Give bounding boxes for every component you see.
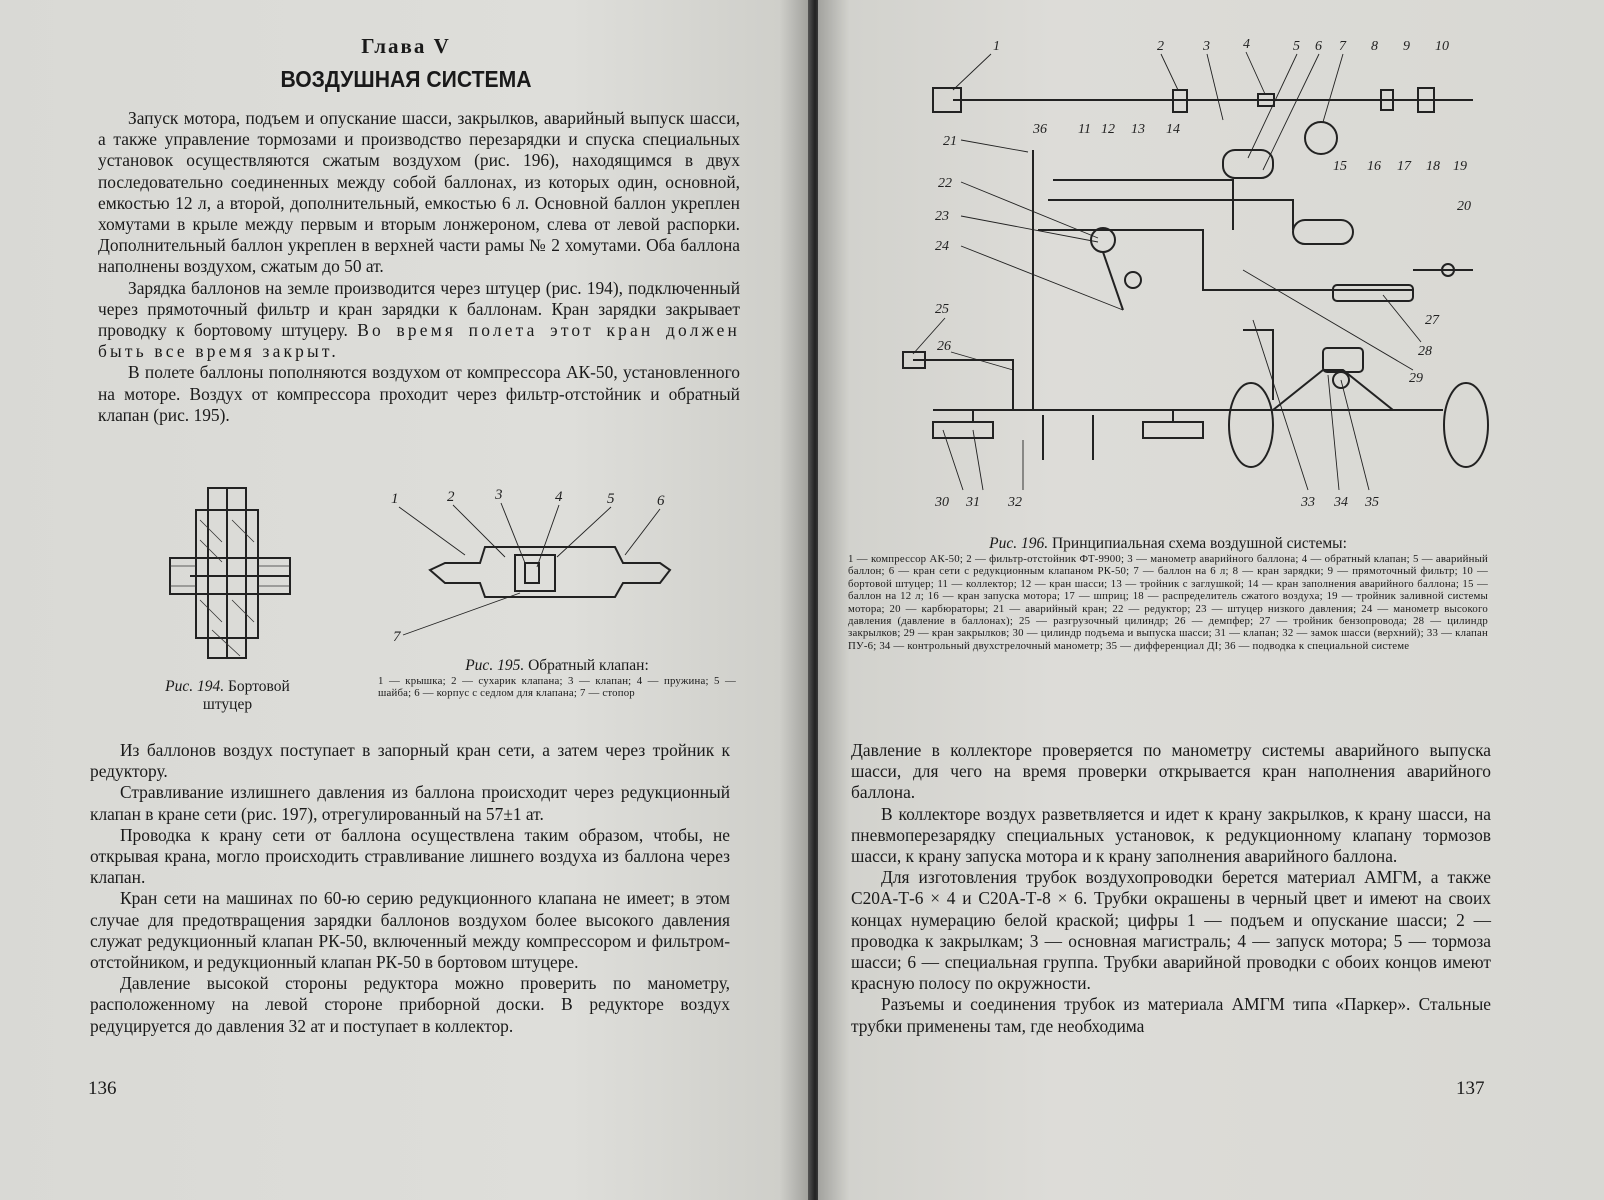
paragraph: Для изготовления трубок воздухопроводки берется материал АМГМ, а также С20А-Т-6 × 4 и С20А-Т-8 × 6. Трубки окрашены в черный цвет и имеют на своих концах нумерацию белой краской; цифры 1 — подъем и опускание шасси; 2 — проводка к закрылкам; 3 — основная магистраль; 4 — запуск мотора; 5 — тормоза шасси; 6 — специальная группа. Трубки аварийной проводки с обоих концов имеют красную полосу по окружности. xyxy=(851,867,1491,994)
fig195-caption-text: Обратный клапан: xyxy=(528,657,649,674)
fig194-caption-num: Рис. 194. xyxy=(165,678,225,695)
fig196-label-12: 12 xyxy=(1101,122,1115,137)
fig196-label-6: 6 xyxy=(1315,39,1322,54)
fig196-label-25: 25 xyxy=(935,302,949,317)
fig196-caption xyxy=(848,535,1488,652)
paragraph: Разъемы и соединения трубок из материала АМГМ типа «Паркер». Стальные трубки применены там, где необходима xyxy=(851,994,1491,1036)
fig196-label-3: 3 xyxy=(1203,39,1210,54)
fig196-label-10: 10 xyxy=(1435,39,1449,54)
paragraph: Запуск мотора, подъем и опускание шасси, закрылков, аварийный выпуск шасси, а также управление тормозами и производство перезарядки и спуска специальных установок осуществляются сжатым воздухом (рис. 196), находящимся в двух последовательно соединенных между собой баллонах, из которых один, основной, емкостью 12 л, а второй, дополнительный, емкостью 6 л. Основной баллон укреплен хомутами в крыле между первым и вторым лонжероном, слева от левой распорки. Дополнительный баллон укреплен в верхней части рамы № 2 хомутами. Оба баллона наполнены воздухом, сжатым до 50 ат. xyxy=(98,108,740,277)
paragraph: В коллекторе воздух разветвляется и идет к крану закрылков, к крану шасси, на пневмоперезарядку специальных установок, к редукционному клапану тормозов шасси, к крану запуска мотора и к крану заполнения аварийного баллона. xyxy=(851,803,1491,867)
fig195-label-3: 3 xyxy=(495,487,503,503)
fig196-legend: 1 — компрессор АК-50; 2 — фильтр-отстойник ФТ-9900; 3 — манометр аварийного баллона; 4 — обратный клапан; 5 — аварийный баллон; 6 — кран сети с редукционным клапаном РК-50; 7 — баллон на 6 л; 8 — кран зарядки; 9 — прямоточный фильтр; 10 — бортовой штуцер; 11 — коллектор; 12 — кран шасси; 13 — тройник с заглушкой; 14 — кран заполнения аварийного баллона; 15 — баллон на 12 л; 16 — кран запуска мотора; 17 — шприц; 18 — распределитель сжатого воздуха; 19 — тройник заливной системы мотора; 20 — карбюраторы; 21 — аварийный кран; 22 — редуктор; 23 — штуцер низкого давления; 24 — манометр высокого давления (давление в баллонах); 25 — разгрузочный цилиндр; 26 — демпфер; 27 — тройник бензопровода; 28 — цилиндр закрылков; 29 — кран закрылков; 30 — цилиндр подъема и выпуска шасси; 31 — клапан; 32 — замок шасси (верхний); 33 — клапан ПУ-6; 34 — контрольный двухстрелочный манометр; 35 — дифференциал ДI; 36 — подводка к специальной системе xyxy=(848,553,1488,652)
fig196-label-26: 26 xyxy=(937,339,951,354)
right-page xyxy=(818,0,1604,1200)
fig196-label-11: 11 xyxy=(1078,122,1091,137)
paragraph-text: Зарядка баллонов на земле производится через штуцер (рис. 194), подключенный через прямоточный фильтр и кран зарядки к баллонам. Кран зарядки закрывает проводку к бортовому штуцеру. xyxy=(98,277,740,341)
fig195-label-4: 4 xyxy=(555,489,563,505)
fig195-drawing xyxy=(385,485,685,655)
fig196-label-29: 29 xyxy=(1409,371,1423,386)
fig196-label-7: 7 xyxy=(1339,39,1346,54)
fig196-label-34: 34 xyxy=(1334,495,1348,510)
fig195-label-7: 7 xyxy=(393,629,401,645)
paragraph: Из баллонов воздух поступает в запорный кран сети, а затем через тройник к редуктору. xyxy=(90,740,730,782)
fig195-caption xyxy=(378,657,736,700)
fig196-label-18: 18 xyxy=(1426,159,1440,174)
fig196-label-31: 31 xyxy=(966,495,980,510)
fig194-drawing xyxy=(160,480,310,675)
paragraph: Давление в коллекторе проверяется по манометру системы аварийного выпуска шасси, для чего на время проверки открывается кран наполнения аварийного баллона. xyxy=(851,740,1491,803)
fig194-caption xyxy=(140,678,315,714)
fig195-caption-num: Рис. 195. xyxy=(465,657,525,674)
fig196-label-32: 32 xyxy=(1008,495,1022,510)
fig196-label-35: 35 xyxy=(1365,495,1379,510)
fig194-caption-text: Бортовой штуцер xyxy=(202,678,290,713)
fig196-label-24: 24 xyxy=(935,239,949,254)
fig196-label-23: 23 xyxy=(935,209,949,224)
fig196-label-9: 9 xyxy=(1403,39,1410,54)
fig196-label-5: 5 xyxy=(1293,39,1300,54)
fig196-schematic xyxy=(873,30,1513,520)
fig196-label-8: 8 xyxy=(1371,39,1378,54)
fig196-label-14: 14 xyxy=(1166,122,1180,137)
paragraph: Стравливание излишнего давления из баллона происходит через редукционный клапан в кране сети (рис. 197), отрегулированный на 57±1 ат. xyxy=(90,782,730,824)
page-number-right: 137 xyxy=(1456,1078,1485,1099)
fig196-label-33: 33 xyxy=(1301,495,1315,510)
paragraph: В полете баллоны пополняются воздухом от компрессора АК-50, установленного на моторе. Воздух от компрессора проходит через фильтр-отстойник и обратный клапан (рис. 195). xyxy=(98,362,740,425)
fig196-label-36: 36 xyxy=(1033,122,1047,137)
fig196-label-22: 22 xyxy=(938,176,952,191)
left-text-top xyxy=(98,108,740,426)
fig195-legend: 1 — крышка; 2 — сухарик клапана; 3 — клапан; 4 — пружина; 5 — шайба; 6 — корпус с седлом для клапана; 7 — стопор xyxy=(378,675,736,700)
paragraph: Проводка к крану сети от баллона осуществлена таким образом, чтобы, не открывая крана, могло происходить стравливание лишнего воздуха из баллона через клапан. xyxy=(90,824,730,888)
right-text xyxy=(851,740,1491,1037)
fig195-label-6: 6 xyxy=(657,493,665,509)
fig195-label-1: 1 xyxy=(391,491,399,507)
fig196-caption-text: Принципиальная схема воздушной системы: xyxy=(1051,535,1347,552)
fig196-label-27: 27 xyxy=(1425,313,1439,328)
fig196-caption-num: Рис. 196. xyxy=(989,535,1049,552)
fig196-label-21: 21 xyxy=(943,134,957,149)
page-number-left: 136 xyxy=(88,1078,117,1099)
fig196-label-15: 15 xyxy=(1333,159,1347,174)
fig196-label-17: 17 xyxy=(1397,159,1411,174)
chapter-number: Глава V xyxy=(361,34,451,58)
paragraph: Кран сети на машинах по 60-ю серию редукционного клапана не имеет; в этом случае для предотвращения зарядки баллонов воздухом более высокого давления служат редукционный клапан РК-50, включенный между компрессором и фильтром-отстойником, и редукционный клапан РК-50 в бортовом штуцере. xyxy=(90,888,730,973)
fig196-label-2: 2 xyxy=(1157,39,1164,54)
fig196-label-4: 4 xyxy=(1243,37,1250,52)
paragraph: Давление высокой стороны редуктора можно проверить по манометру, расположенному на левой стороне приборной доски. В редукторе воздух редуцируется до давления 32 ат и поступает в коллектор. xyxy=(90,973,730,1036)
fig195-label-2: 2 xyxy=(447,489,455,505)
fig195-label-5: 5 xyxy=(607,491,615,507)
fig196-label-13: 13 xyxy=(1131,122,1145,137)
fig196-label-20: 20 xyxy=(1457,199,1471,214)
spaced-warning: Во время полета этот кран должен быть все время закрыт. xyxy=(98,320,740,362)
fig196-label-16: 16 xyxy=(1367,159,1381,174)
fig196-label-30: 30 xyxy=(935,495,949,510)
fig196-label-1: 1 xyxy=(993,39,1000,54)
chapter-title: ВОЗДУШНАЯ СИСТЕМА xyxy=(280,66,532,92)
fig196-label-28: 28 xyxy=(1418,344,1432,359)
fig196-label-19: 19 xyxy=(1453,159,1467,174)
left-text-bottom xyxy=(90,740,730,1037)
paragraph xyxy=(98,278,740,363)
